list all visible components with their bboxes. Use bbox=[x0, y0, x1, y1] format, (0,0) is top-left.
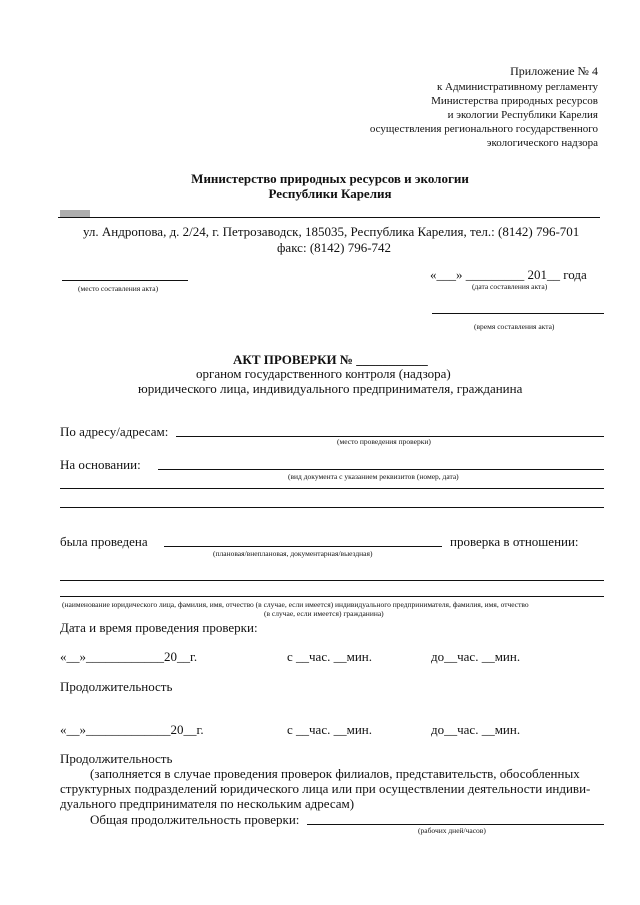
basis-label: На основании: bbox=[60, 457, 141, 472]
subject-caption-2: (в случае, если имеется) гражданина) bbox=[264, 609, 384, 618]
row2-date: «__»_____________20__г. bbox=[60, 722, 204, 737]
row2-from: с __час. __мин. bbox=[287, 722, 372, 737]
appendix-line: экологического надзора bbox=[486, 137, 598, 149]
subject-caption: (наименование юридического лица, фамилия, имя, отчество (в случае, если имеется) индивидуального предпринимателя, фамилия, имя, отчество bbox=[62, 600, 529, 609]
subject-line bbox=[60, 580, 604, 581]
row1-from: с __час. __мин. bbox=[287, 649, 372, 664]
appendix-line: осуществления регионального государственного bbox=[369, 123, 598, 135]
conducted-line bbox=[164, 546, 442, 547]
note-line-3: дуального предпринимателя по нескольким адресам) bbox=[60, 796, 355, 811]
act-title: АКТ ПРОВЕРКИ № ___________ bbox=[233, 352, 428, 367]
time-caption: (время составления акта) bbox=[474, 322, 555, 331]
place-caption: (место составления акта) bbox=[78, 284, 159, 293]
ministry-name-line2: Республики Карелия bbox=[268, 186, 392, 201]
header-rule bbox=[58, 217, 600, 218]
address-caption: (место проведения проверки) bbox=[337, 437, 431, 446]
row1-date: «__»____________20__г. bbox=[60, 649, 198, 664]
basis-caption: (вид документа с указанием реквизитов (номер, дата) bbox=[288, 472, 459, 481]
total-duration-caption: (рабочих дней/часов) bbox=[418, 826, 486, 835]
place-line bbox=[62, 280, 188, 281]
address-label: По адресу/адресам: bbox=[60, 424, 169, 439]
basis-line-2 bbox=[60, 488, 604, 489]
datetime-label: Дата и время проведения проверки: bbox=[60, 620, 258, 635]
duration-label-2: Продолжительность bbox=[60, 751, 173, 766]
ministry-name: Министерство природных ресурсов и экологии bbox=[191, 171, 469, 186]
basis-line bbox=[158, 469, 604, 470]
ministry-address: ул. Андропова, д. 2/24, г. Петрозаводск, 185035, Республика Карелия, тел.: (8142) 796-701 bbox=[83, 224, 580, 239]
date-caption: (дата составления акта) bbox=[472, 282, 548, 291]
act-date: «___» _________ 201__ года bbox=[430, 267, 587, 282]
duration-label: Продолжительность bbox=[60, 679, 173, 694]
total-duration-line bbox=[307, 824, 604, 825]
row1-to: до__час. __мин. bbox=[431, 649, 521, 664]
appendix-line: Министерства природных ресурсов bbox=[431, 95, 598, 107]
basis-line-3 bbox=[60, 507, 604, 508]
note-line: (заполняется в случае проведения проверок филиалов, представительств, обособленных bbox=[90, 766, 580, 781]
appendix-line: к Административному регламенту bbox=[436, 81, 598, 93]
conducted-caption: (плановая/внеплановая, документарная/выездная) bbox=[213, 549, 373, 558]
subject-line-2 bbox=[60, 596, 604, 597]
appendix-title: Приложение № 4 bbox=[510, 64, 598, 78]
regarding-label: проверка в отношении: bbox=[450, 534, 579, 549]
conducted-label: была проведена bbox=[60, 534, 148, 549]
ministry-fax: факс: (8142) 796-742 bbox=[277, 240, 392, 255]
act-subtitle: органом государственного контроля (надзора) bbox=[196, 366, 451, 381]
appendix-line: и экологии Республики Карелия bbox=[447, 109, 598, 121]
time-line bbox=[432, 313, 604, 314]
total-duration-label: Общая продолжительность проверки: bbox=[90, 812, 300, 827]
act-subtitle-2: юридического лица, индивидуального предпринимателя, гражданина bbox=[138, 381, 523, 396]
row2-to: до__час. __мин. bbox=[431, 722, 521, 737]
note-line-2: структурных подразделений юридического лица или при осуществлении деятельности индиви- bbox=[60, 781, 591, 796]
